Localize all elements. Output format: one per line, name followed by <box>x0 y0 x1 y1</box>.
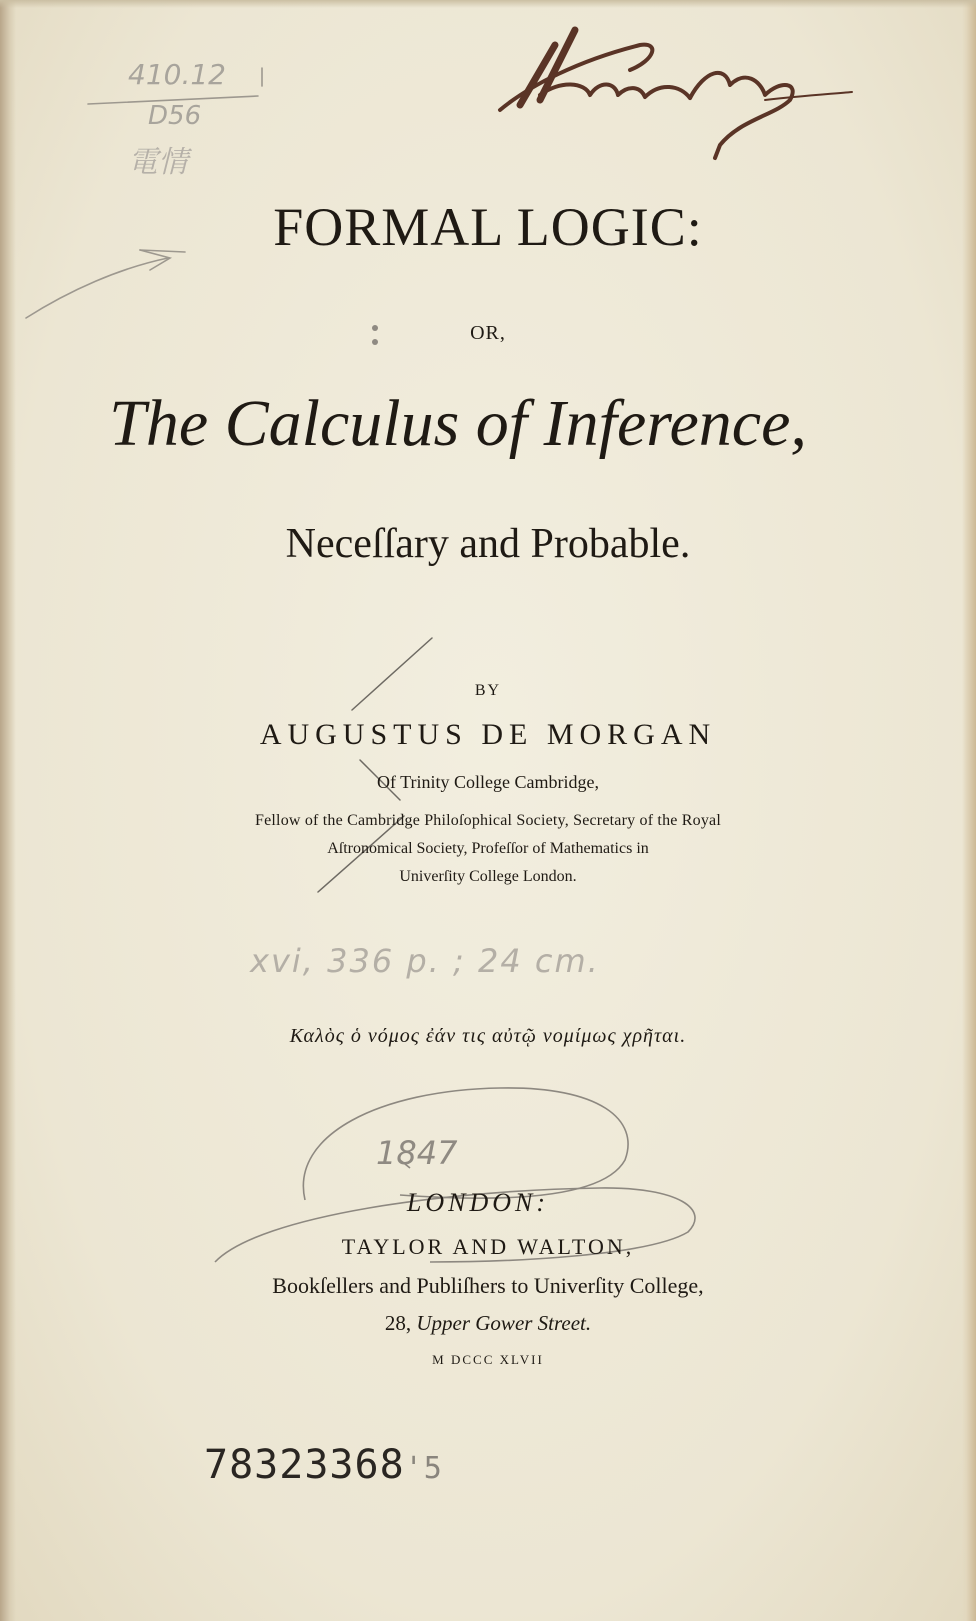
pagination-note: xvi, 336 p. ; 24 cm. <box>250 942 600 980</box>
imprint-address <box>0 1311 976 1336</box>
call-number-line3: 電情 <box>128 145 188 180</box>
call-number-line2: D56 <box>148 101 202 131</box>
barcode-suffix: '5 <box>404 1451 443 1486</box>
affiliation-line: Aſtronomical Society, Profeſſor of Mathematics in <box>327 840 649 857</box>
by-line: BY <box>474 682 502 699</box>
call-number-line1: 410.12 <box>128 58 226 91</box>
or-line: OR, <box>470 322 506 344</box>
imprint-publisher: TAYLOR AND WALTON, <box>341 1234 635 1259</box>
subtitle-line2: Neceſſary and Probable. <box>285 521 691 567</box>
affiliation-line: Of Trinity College Cambridge, <box>377 772 599 792</box>
greek-epigraph: Καλὸς ὁ νόμος ἐάν τις αὐτῷ νομίμως χρῆται. <box>289 1025 687 1047</box>
imprint-place: LONDON: <box>406 1188 550 1217</box>
affiliation-line: Fellow of the Cambridge Philoſophical Society, Secretary of the Royal <box>255 812 721 829</box>
barcode-number <box>204 1442 443 1488</box>
year-note: 1847 <box>376 1134 458 1172</box>
affiliation-line: Univerſity College London. <box>399 868 577 885</box>
signature-icon <box>500 30 852 158</box>
book-title: FORMAL LOGIC: <box>273 197 703 257</box>
barcode-digits: 78323368 <box>204 1442 405 1488</box>
call-number <box>128 58 226 181</box>
imprint-date: M DCCC XLVII <box>432 1352 544 1367</box>
subtitle: The Calculus of Inference, <box>109 387 807 460</box>
address-number: 28, <box>384 1311 412 1335</box>
imprint-publisher-desc: Bookſellers and Publiſhers to Univerſity College, <box>272 1273 704 1298</box>
author-name: AUGUSTUS DE MORGAN <box>259 718 717 751</box>
address-street: Upper Gower Street. <box>416 1311 592 1335</box>
page-edge-top <box>0 0 976 8</box>
